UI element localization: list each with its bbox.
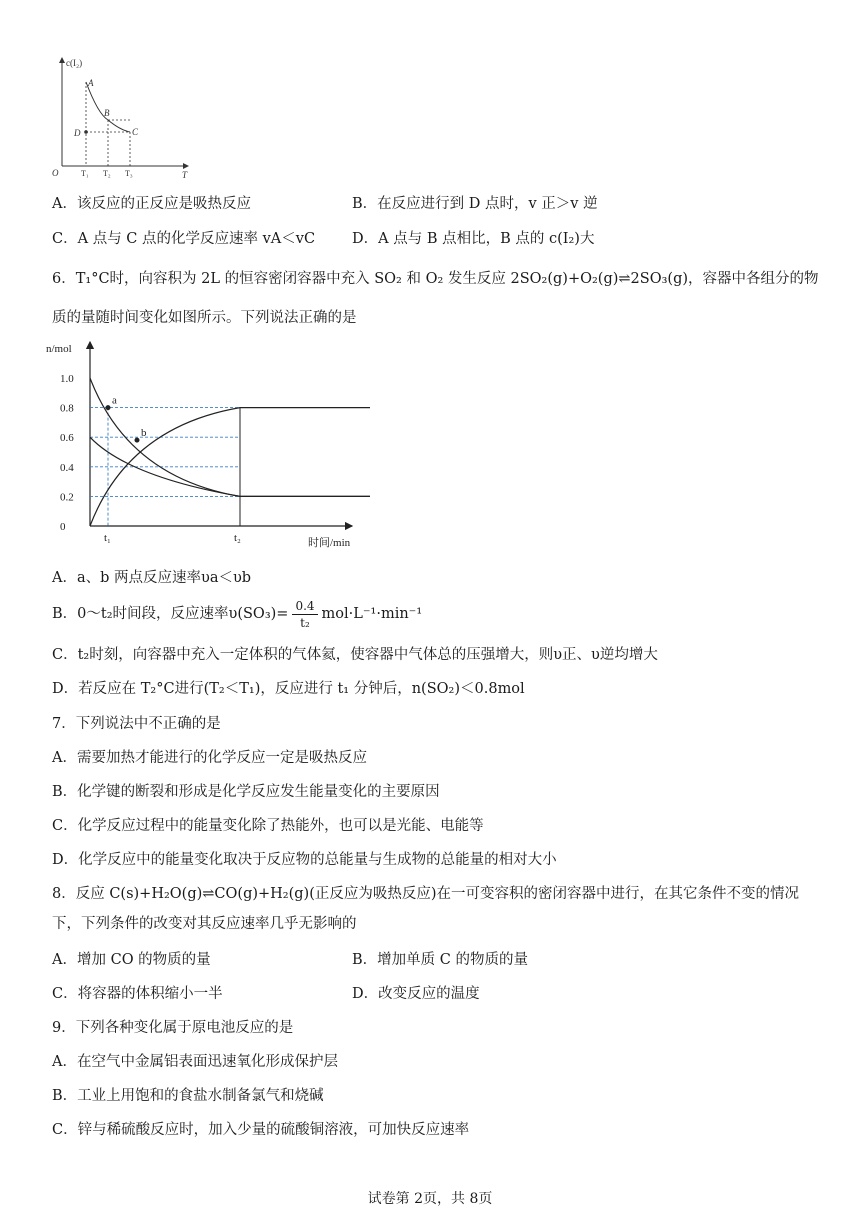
tick-t1: T₁: [81, 169, 89, 178]
option-text-before: 0～t₂时间段，反应速率υ(SO₃)=: [77, 606, 289, 622]
option-text: A 点与 B 点相比，B 点的 c(I₂)大: [378, 231, 595, 247]
q7-option-d[interactable]: [52, 850, 557, 870]
q8-option-d[interactable]: [352, 984, 480, 1004]
option-label: C．: [52, 986, 78, 1002]
tick-t2: T₂: [103, 169, 111, 178]
q9-stem: 9．下列各种变化属于原电池反应的是: [52, 1020, 294, 1036]
rate-fraction: [292, 598, 317, 631]
page-footer: 试卷第 2页，共 8页: [367, 1191, 493, 1207]
option-text: 化学键的断裂和形成是化学反应发生能量变化的主要原因: [77, 784, 440, 800]
option-label: B．: [52, 784, 78, 800]
option-label: C．: [52, 818, 78, 834]
y-tick-label: 0: [60, 521, 66, 533]
option-label: D．: [352, 231, 379, 247]
y-tick-label: 0.4: [60, 461, 74, 474]
point-a-label: A: [88, 78, 94, 88]
point-d-label: D: [74, 128, 81, 138]
point-b-dot: [135, 438, 140, 443]
option-label: A．: [52, 1054, 77, 1070]
option-label: C．: [52, 1122, 78, 1138]
option-label: A．: [52, 196, 77, 212]
option-label: B．: [52, 1088, 78, 1104]
option-label: D．: [52, 852, 79, 868]
point-b-label: B: [104, 108, 110, 118]
q7-stem: 7．下列说法中不正确的是: [52, 716, 221, 732]
point-a-label: a: [112, 394, 117, 407]
option-text: 需要加热才能进行的化学反应一定是吸热反应: [76, 750, 367, 766]
option-text: 工业上用饱和的食盐水制备氯气和烧碱: [77, 1088, 324, 1104]
option-label: A．: [52, 952, 77, 968]
y-axis-label: c(I₂): [66, 58, 83, 68]
q5-option-d[interactable]: [352, 229, 594, 249]
q8-stem-line1: 8．反应 C(s)+H₂O(g)⇌CO(g)+H₂(g)(正反应为吸热反应)在一可变容积的密闭容器中进行，在其它条件不变的情况: [52, 886, 800, 902]
fraction-denominator: t₂: [300, 615, 310, 630]
q9-option-c[interactable]: [52, 1120, 469, 1140]
q8-option-b[interactable]: [352, 950, 528, 970]
option-text: 化学反应过程中的能量变化除了热能外，也可以是光能、电能等: [77, 818, 484, 834]
option-text: a、b 两点反应速率υa＜υb: [76, 570, 252, 586]
q5-option-a[interactable]: [52, 194, 251, 214]
q5-option-b[interactable]: [352, 194, 598, 214]
q5-option-c[interactable]: [52, 229, 315, 249]
option-label: B．: [352, 952, 378, 968]
q6-option-c[interactable]: [52, 645, 658, 665]
option-label: D．: [52, 681, 79, 697]
chart-x-label: 时间/min: [308, 537, 351, 549]
option-label: A．: [52, 570, 77, 586]
option-text: 在空气中金属铝表面迅速氧化形成保护层: [76, 1054, 338, 1070]
q6-stem-line1: 6．T₁°C时，向容积为 2L 的恒容密闭容器中充入 SO₂ 和 O₂ 发生反应 2SO₂(g)+O₂(g)⇌2SO₃(g)，容器中各组分的物: [52, 271, 819, 287]
option-text: 增加单质 C 的物质的量: [377, 952, 528, 968]
option-label: B．: [352, 196, 378, 212]
mole-time-chart: [40, 336, 370, 556]
option-label: D．: [352, 986, 379, 1002]
y-tick-label: 1.0: [60, 373, 74, 385]
origin-label: O: [52, 168, 59, 178]
point-c-label: C: [132, 127, 139, 137]
q6-option-b[interactable]: [52, 596, 422, 632]
option-text: 锌与稀硫酸反应时，加入少量的硫酸铜溶液，可加快反应速率: [77, 1122, 470, 1138]
q9-option-b[interactable]: [52, 1086, 324, 1106]
q7-option-a[interactable]: [52, 748, 367, 768]
q8-stem-line2: 下，下列条件的改变对其反应速率几乎无影响的: [52, 916, 357, 932]
y-tick-label: 0.2: [60, 491, 74, 504]
option-label: A．: [52, 750, 77, 766]
point-a-dot: [106, 405, 111, 410]
option-label: C．: [52, 231, 78, 247]
option-text: 将容器的体积缩小一半: [77, 986, 223, 1002]
q8-option-a[interactable]: [52, 950, 211, 970]
option-text: 化学反应中的能量变化取决于反应物的总能量与生成物的总能量的相对大小: [78, 852, 557, 868]
x-tick-t2: t₂: [234, 532, 241, 544]
option-text: 在反应进行到 D 点时，v 正＞v 逆: [377, 196, 598, 212]
option-label: B．: [52, 606, 78, 622]
q6-option-a[interactable]: [52, 568, 251, 588]
option-label: C．: [52, 647, 78, 663]
option-text: 增加 CO 的物质的量: [76, 952, 211, 968]
tick-t3: T₃: [125, 169, 133, 178]
option-text: A 点与 C 点的化学反应速率 vA＜vC: [77, 231, 316, 247]
point-d-dot: [84, 130, 88, 134]
q8-option-c[interactable]: [52, 984, 223, 1004]
y-tick-label: 0.8: [60, 402, 74, 415]
fraction-numerator: 0.4: [292, 598, 317, 615]
option-text: 若反应在 T₂°C进行(T₂＜T₁)，反应进行 t₁ 分钟后，n(SO₂)＜0.8mol: [78, 681, 525, 697]
x-axis-label: T: [182, 170, 188, 180]
ci2-temperature-graph: [48, 52, 198, 182]
q6-option-d[interactable]: [52, 679, 525, 699]
point-b-label: b: [141, 427, 147, 440]
chart-y-label: n/mol: [46, 343, 72, 355]
q6-stem-line2: 质的量随时间变化如图所示。下列说法正确的是: [52, 310, 357, 326]
y-tick-label: 0.6: [60, 432, 74, 445]
q7-option-c[interactable]: [52, 816, 484, 836]
q9-option-a[interactable]: [52, 1052, 338, 1072]
x-tick-t1: t₁: [104, 532, 111, 544]
q7-option-b[interactable]: [52, 782, 440, 802]
option-text-after: mol·L⁻¹·min⁻¹: [321, 606, 423, 622]
option-text: t₂时刻，向容器中充入一定体积的气体氦，使容器中气体总的压强增大，则υ正、υ逆均增大: [77, 647, 658, 663]
option-text: 该反应的正反应是吸热反应: [76, 196, 251, 212]
option-text: 改变反应的温度: [378, 986, 480, 1002]
